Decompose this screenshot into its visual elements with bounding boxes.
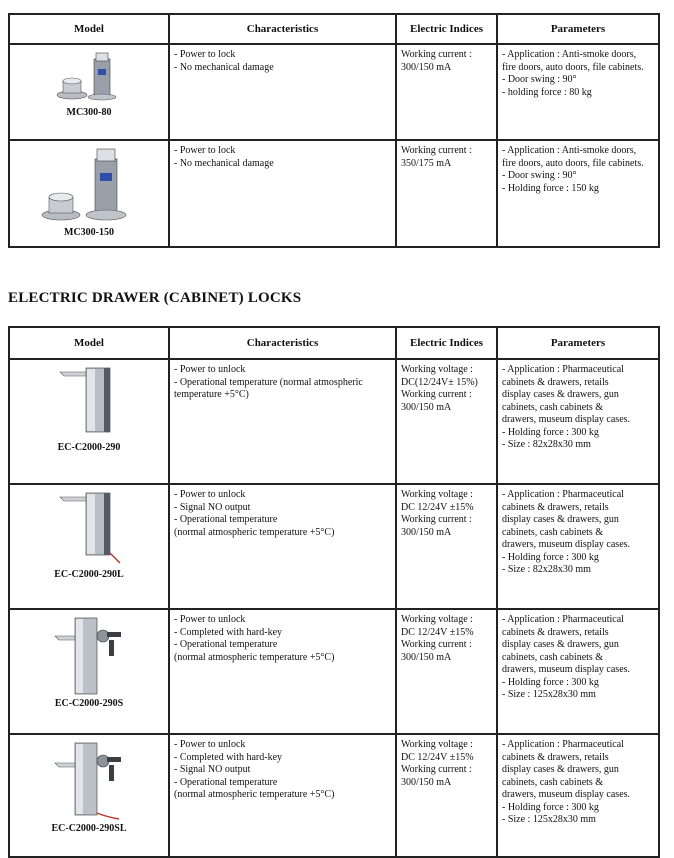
header-parameters: Parameters [497, 327, 659, 359]
parameter-line: cabinets, cash cabinets & [502, 401, 604, 413]
model-cell [9, 44, 169, 140]
characteristics-cell [169, 44, 396, 140]
drawer-lock-spec-table [8, 326, 660, 858]
characteristic-line: - Operational temperature (normal atmospheric [174, 376, 363, 388]
characteristic-line: - Operational temperature [174, 776, 278, 788]
model-name: MC300-150 [64, 227, 114, 238]
parameter-line: - Holding force : 300 kg [502, 676, 599, 688]
parameter-line: drawers, museum display cases. [502, 664, 631, 675]
electric-indices-cell [396, 140, 497, 247]
parameter-line: drawers, museum display cases. [502, 414, 631, 425]
electric-indices-cell [396, 734, 497, 857]
table-row [9, 140, 659, 247]
table-header-row [9, 14, 659, 44]
electric-line: 300/150 mA [401, 776, 452, 788]
parameter-line: cabinets & drawers, retails [502, 751, 609, 763]
parameters-cell [497, 44, 659, 140]
characteristic-line: - Signal NO output [174, 501, 251, 513]
model-cell [9, 484, 169, 609]
parameter-line: drawers, museum display cases. [502, 539, 631, 550]
model-cell [9, 609, 169, 734]
parameter-line: - Holding force : 300 kg [502, 426, 599, 438]
electric-line: 300/150 mA [401, 651, 452, 663]
parameter-line: cabinets & drawers, retails [502, 376, 609, 388]
header-parameters: Parameters [497, 14, 659, 44]
parameter-line: - Door swing : 90° [502, 74, 577, 85]
parameter-line: - Application : Pharmaceutical [502, 364, 624, 375]
characteristics-cell [169, 609, 396, 734]
electric-indices-cell [396, 44, 497, 140]
electric-indices-cell [396, 359, 497, 484]
magnetic-lock-spec-table [8, 13, 660, 248]
model-cell [9, 140, 169, 247]
characteristic-line: (normal atmospheric temperature +5°C) [174, 526, 335, 538]
characteristic-line: - No mechanical damage [174, 157, 274, 169]
header-model: Model [9, 14, 169, 44]
parameter-line: - Application : Pharmaceutical [502, 614, 624, 625]
parameter-line: - Door swing : 90° [502, 170, 577, 181]
parameter-line: - Application : Pharmaceutical [502, 489, 624, 500]
characteristic-line: - Power to lock [174, 145, 236, 156]
parameter-line: cabinets & drawers, retails [502, 626, 609, 638]
parameter-line: cabinets & drawers, retails [502, 501, 609, 513]
electric-line: DC(12/24V± 15%) [401, 376, 478, 388]
ec-c2000-290-product-image [54, 364, 124, 440]
characteristic-line: - No mechanical damage [174, 61, 274, 73]
characteristic-line: temperature +5°C) [174, 389, 249, 400]
electric-line: 350/175 mA [401, 157, 452, 169]
ec-c2000-290l-product-image [54, 489, 124, 567]
electric-line: Working voltage : [401, 614, 473, 625]
parameter-line: drawers, museum display cases. [502, 789, 631, 800]
parameter-line: - Size : 82x28x30 mm [502, 439, 591, 450]
parameter-line: cabinets, cash cabinets & [502, 651, 604, 663]
model-name: EC-C2000-290S [54, 698, 124, 709]
parameter-line: - Application : Pharmaceutical [502, 739, 624, 750]
parameters-cell [497, 609, 659, 734]
parameter-line: - Size : 125x28x30 mm [502, 689, 596, 700]
header-electric-indices: Electric Indices [396, 14, 497, 44]
parameters-cell [497, 140, 659, 247]
electric-line: Working voltage : [401, 489, 473, 500]
electric-line: 300/150 mA [401, 526, 452, 538]
characteristic-line: - Power to lock [174, 49, 236, 60]
electric-line: DC 12/24V ±15% [401, 751, 474, 763]
parameter-line: - Holding force : 300 kg [502, 551, 599, 563]
electric-line: Working current : [401, 514, 472, 525]
parameters-cell [497, 359, 659, 484]
characteristic-line: - Signal NO output [174, 764, 251, 775]
characteristic-line: - Operational temperature [174, 514, 278, 525]
mc300-80-product-image [54, 49, 124, 105]
header-characteristics: Characteristics [169, 327, 396, 359]
header-electric-indices: Electric Indices [396, 327, 497, 359]
electric-line: 300/150 mA [401, 401, 452, 413]
electric-line: 300/150 mA [401, 61, 452, 73]
parameter-line: fire doors, auto doors, file cabinets. [502, 61, 644, 73]
characteristic-line: (normal atmospheric temperature +5°C) [174, 651, 335, 663]
mc300-150-product-image [39, 145, 139, 225]
characteristic-line: - Operational temperature [174, 639, 278, 650]
electric-line: DC 12/24V ±15% [401, 501, 474, 513]
electric-line: Working current : [401, 145, 472, 156]
model-cell [9, 359, 169, 484]
characteristic-line: (normal atmospheric temperature +5°C) [174, 789, 335, 800]
header-model: Model [9, 327, 169, 359]
electric-line: Working voltage : [401, 739, 473, 750]
parameter-line: - Holding force : 150 kg [502, 182, 599, 194]
parameter-line: display cases & drawers, gun [502, 639, 619, 650]
characteristic-line: - Power to unlock [174, 489, 246, 500]
parameter-line: - Holding force : 300 kg [502, 801, 599, 813]
parameters-cell [497, 734, 659, 857]
electric-line: Working current : [401, 764, 472, 775]
electric-line: Working current : [401, 389, 472, 400]
parameters-cell [497, 484, 659, 609]
parameter-line: - Size : 82x28x30 mm [502, 564, 591, 575]
characteristics-cell [169, 140, 396, 247]
model-name: EC-C2000-290SL [51, 823, 127, 834]
header-characteristics: Characteristics [169, 14, 396, 44]
characteristics-cell [169, 359, 396, 484]
table-row [9, 484, 659, 609]
table-row [9, 609, 659, 734]
electric-line: Working voltage : [401, 364, 473, 375]
electric-line: DC 12/24V ±15% [401, 626, 474, 638]
parameter-line: fire doors, auto doors, file cabinets. [502, 157, 644, 169]
electric-indices-cell [396, 484, 497, 609]
parameter-line: cabinets, cash cabinets & [502, 526, 604, 538]
table-header-row [9, 327, 659, 359]
characteristics-cell [169, 484, 396, 609]
parameter-line: display cases & drawers, gun [502, 514, 619, 525]
characteristic-line: - Completed with hard-key [174, 626, 283, 638]
parameter-line: cabinets, cash cabinets & [502, 776, 604, 788]
model-name: MC300-80 [66, 107, 112, 118]
table-row [9, 44, 659, 140]
parameter-line: - holding force : 80 kg [502, 86, 592, 98]
model-name: EC-C2000-290 [57, 442, 121, 453]
parameter-line: display cases & drawers, gun [502, 389, 619, 400]
electric-indices-cell [396, 609, 497, 734]
table-row [9, 734, 659, 857]
characteristic-line: - Power to unlock [174, 739, 246, 750]
electric-line: Working current : [401, 639, 472, 650]
ec-c2000-290s-product-image [49, 614, 129, 696]
model-name: EC-C2000-290L [54, 569, 124, 580]
model-cell [9, 734, 169, 857]
electric-line: Working current : [401, 49, 472, 60]
characteristic-line: - Power to unlock [174, 364, 246, 375]
characteristics-cell [169, 734, 396, 857]
parameter-line: - Application : Anti-smoke doors, [502, 145, 637, 156]
parameter-line: - Application : Anti-smoke doors, [502, 49, 637, 60]
parameter-line: - Size : 125x28x30 mm [502, 814, 596, 825]
section-title: ELECTRIC DRAWER (CABINET) LOCKS [8, 290, 302, 306]
characteristic-line: - Completed with hard-key [174, 751, 283, 763]
parameter-line: display cases & drawers, gun [502, 764, 619, 775]
table-row [9, 359, 659, 484]
ec-c2000-290sl-product-image [49, 739, 129, 821]
characteristic-line: - Power to unlock [174, 614, 246, 625]
